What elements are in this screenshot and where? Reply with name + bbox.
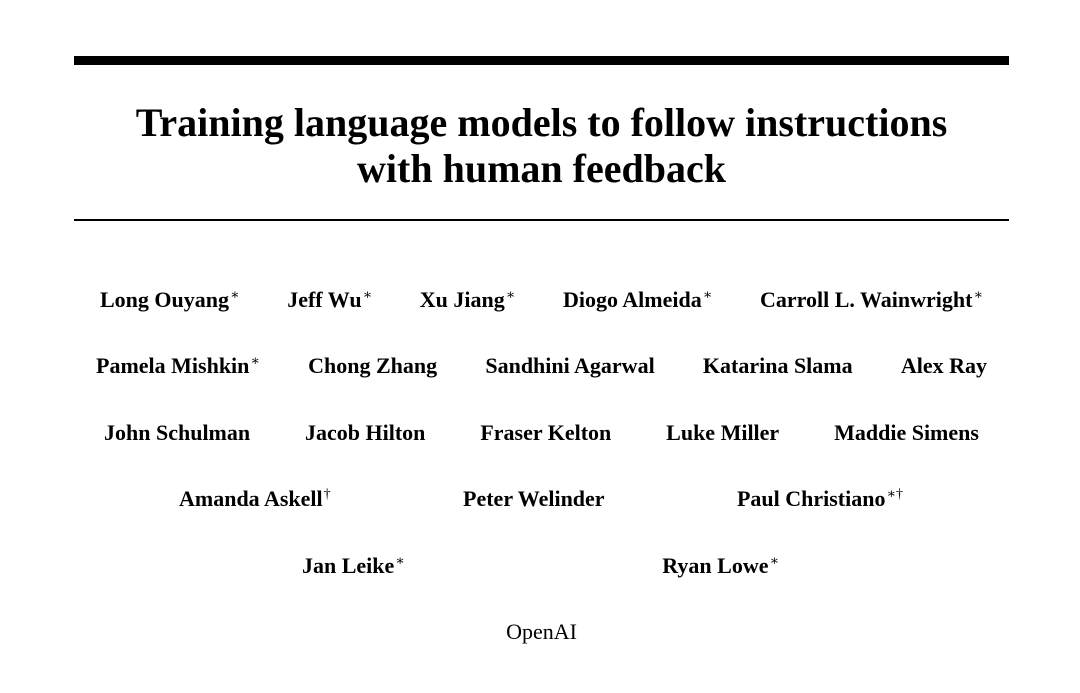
author [96,353,260,379]
author-row-2 [74,349,1009,383]
author-name: Amanda Askell [179,486,323,511]
title-line-1: Training language models to follow instructions [135,100,948,145]
author [662,553,779,579]
author-name: Sandhini Agarwal [485,353,655,378]
title-bottom-rule [74,219,1009,221]
author-mark: ∗ [230,287,240,303]
paper-title [74,100,1009,192]
author-mark: ∗ [505,287,516,303]
author-name: Chong Zhang [308,353,438,378]
author-mark: ∗ [702,287,713,303]
author-name: Katarina Slama [702,353,853,378]
author [760,287,983,313]
title-line-2: with human feedback [357,146,726,191]
author [179,486,331,512]
top-thick-rule [74,56,1009,65]
author-mark: † [323,486,331,502]
author [305,420,425,446]
author [480,420,611,446]
author-row-1 [74,283,1009,317]
author-name: Jan Leike [302,553,395,578]
author-mark: ∗ [973,287,983,303]
author-row-5 [74,549,1009,583]
author-mark: ∗ [769,553,779,569]
author-name: Fraser Kelton [480,420,612,445]
author [485,353,654,379]
author [737,486,903,512]
author-name: Jeff Wu [287,287,362,312]
author-name: Pamela Mishkin [96,353,250,378]
author-name: John Schulman [104,420,251,445]
author-row-4 [74,482,1009,516]
author [901,353,987,379]
author [420,287,516,313]
author [563,287,712,313]
author-name: Luke Miller [666,420,780,445]
author [104,420,250,446]
author [666,420,779,446]
author-name: Diogo Almeida [563,287,702,312]
author-row-3 [74,416,1009,450]
author-name: Jacob Hilton [305,420,426,445]
author [287,287,372,313]
author-name: Long Ouyang [100,287,229,312]
author [302,553,405,579]
author-name: Paul Christiano [736,486,886,511]
author [703,353,853,379]
author-mark: ∗ [250,353,260,369]
author [463,486,605,512]
author-name: Alex Ray [900,353,987,378]
author-name: Xu Jiang [419,287,505,312]
affiliation: OpenAI [506,619,577,644]
author-mark: ∗ [362,287,373,303]
author-name: Maddie Simens [834,420,979,445]
author [100,287,240,313]
author-mark: ∗ [395,553,405,569]
author-name: Carroll L. Wainwright [759,287,973,312]
author-mark: ∗† [886,486,903,502]
author-name: Peter Welinder [463,486,605,511]
author [834,420,979,446]
author-name: Ryan Lowe [662,553,769,578]
author [308,353,437,379]
